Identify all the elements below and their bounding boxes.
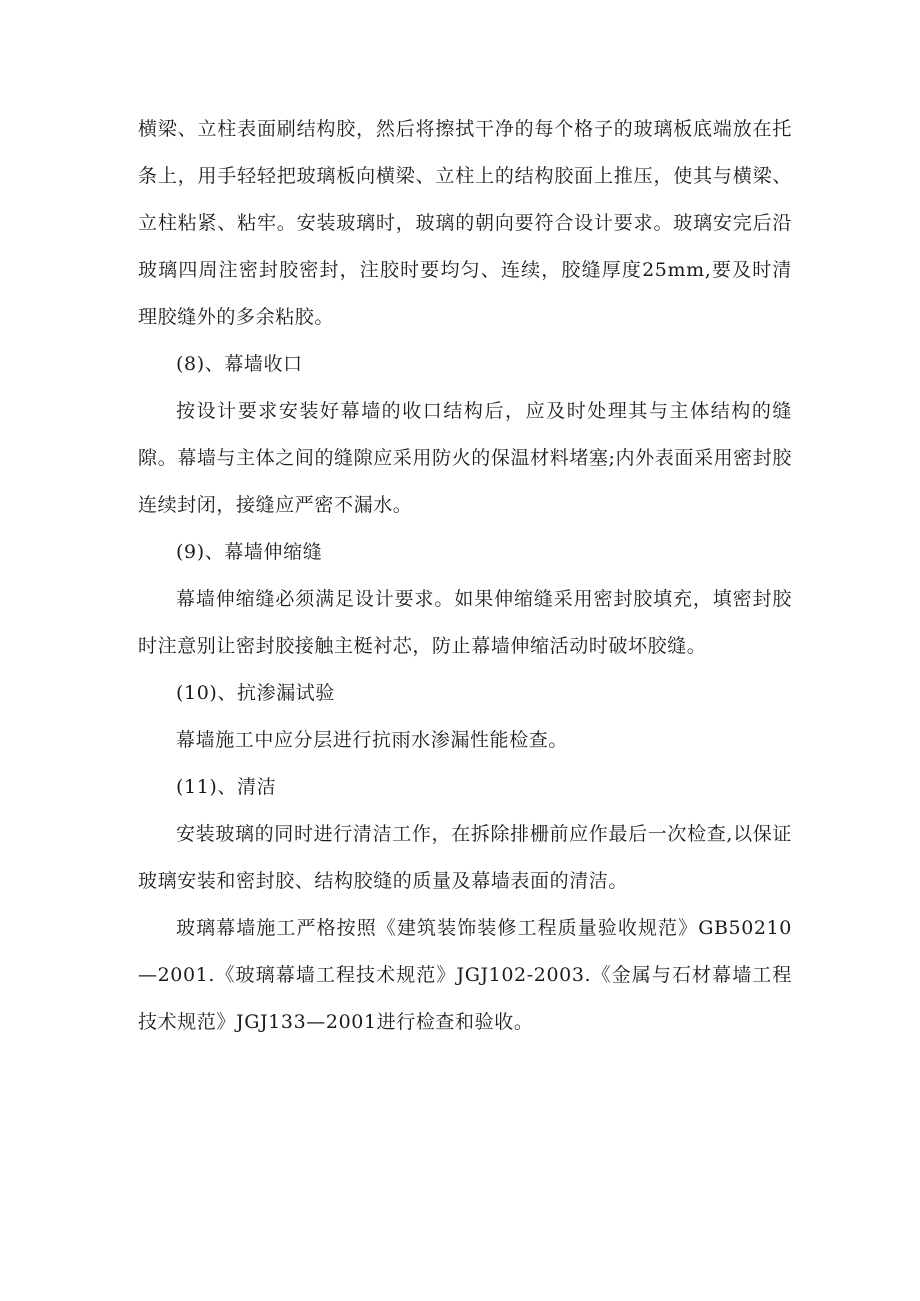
section-heading-leakage-test: (10)、抗渗漏试验 — [176, 682, 336, 704]
section-heading-expansion-joint: (9)、幕墙伸缩缝 — [176, 541, 323, 563]
body-paragraph-continued: 横梁、立柱表面刷结构胶，然后将擦拭干净的每个格子的玻璃板底端放在托条上，用手轻轻把玻璃板向横梁、立柱上的结构胶面上推压，使其与横梁、立柱粘紧、粘牢。安装玻璃时，玻璃的朝向要符合设计要求。玻璃安完后沿玻璃四周注密封胶密封，注胶时要均匀、连续，胶缝厚度25mm,要及时清理胶缝外的多余粘胶。 — [138, 118, 792, 328]
section-heading-cleaning: (11)、清洁 — [176, 776, 277, 798]
body-paragraph-cleaning: 安装玻璃的同时进行清洁工作，在拆除排栅前应作最后一次检查,以保证玻璃安装和密封胶、结构胶缝的质量及幕墙表面的清洁。 — [138, 823, 792, 892]
section-heading-curtain-wall-closure: (8)、幕墙收口 — [176, 353, 303, 375]
body-paragraph-standards: 玻璃幕墙施工严格按照《建筑装饰装修工程质量验收规范》GB50210—2001.《玻璃幕墙工程技术规范》JGJ102-2003.《金属与石材幕墙工程技术规范》JGJ133—2001进行检查和验收。 — [138, 917, 792, 1033]
body-paragraph-closure: 按设计要求安装好幕墙的收口结构后，应及时处理其与主体结构的缝隙。幕墙与主体之间的缝隙应采用防火的保温材料堵塞;内外表面采用密封胶连续封闭，接缝应严密不漏水。 — [138, 400, 792, 516]
body-paragraph-expansion-joint: 幕墙伸缩缝必须满足设计要求。如果伸缩缝采用密封胶填充，填密封胶时注意别让密封胶接触主梃衬芯，防止幕墙伸缩活动时破坏胶缝。 — [138, 588, 792, 657]
body-paragraph-leakage-test: 幕墙施工中应分层进行抗雨水渗漏性能检查。 — [176, 729, 569, 751]
